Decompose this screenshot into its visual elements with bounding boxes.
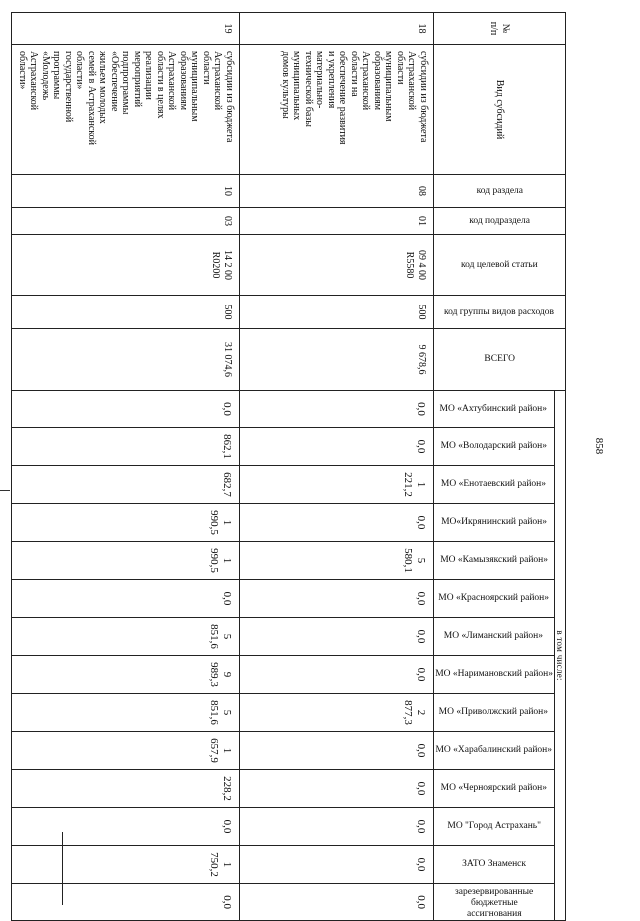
row-value: 0,0 (239, 732, 433, 770)
row-value: 2 877,3 (239, 694, 433, 732)
header-gruppa: код группы видов расходов (433, 296, 565, 329)
page-number: 858 (593, 437, 605, 455)
row-tselevaya: 09 4 00 R5580 (239, 235, 433, 296)
row-num: 18 (239, 13, 433, 45)
row-name: субсидии из бюджета Астраханской области муниципальным образованиям Астраханской области в целях реализации мероприятий подпрограммы «Обеспечение жильем молодых семей в Астраханской области» государственной программы «Молодежь Астраханской области» (12, 45, 240, 175)
row-value: 0,0 (239, 808, 433, 846)
row-value: 1 657,9 (12, 732, 240, 770)
row-value: 0,0 (12, 808, 240, 846)
header-mo-9: МО «Харабалинский район» (433, 732, 554, 770)
row-value: 0,0 (12, 580, 240, 618)
header-mo-11: МО "Город Астрахань" (433, 808, 554, 846)
row-value: 0,0 (239, 884, 433, 921)
row-name: субсидии из бюджета Астраханской области муниципальным образованиям Астраханской области на обеспечение развития и укрепления материально- технической базы муниципальных домов культуры (239, 45, 433, 175)
row-value: 0,0 (239, 618, 433, 656)
row-value: 0,0 (12, 884, 240, 921)
row-podrazdel: 03 (12, 208, 240, 235)
row-value: 0,0 (239, 846, 433, 884)
row-value: 0,0 (239, 428, 433, 466)
row-tselevaya: 14 2 00 R0200 (12, 235, 240, 296)
row-value: 228,2 (12, 770, 240, 808)
row-value: 1 750,2 (12, 846, 240, 884)
header-row-top (554, 13, 565, 921)
header-vsego: ВСЕГО (433, 329, 565, 391)
row-vsego: 31 074,6 (12, 329, 240, 391)
row-gruppa: 500 (12, 296, 240, 329)
header-mo-8: МО «Приволжский район» (433, 694, 554, 732)
subsidy-table-container (16, 12, 566, 919)
row-value: 682,7 (12, 466, 240, 504)
row-value: 0,0 (239, 580, 433, 618)
row-razdel: 08 (239, 175, 433, 208)
header-mo-12: ЗАТО Знаменск (433, 846, 554, 884)
row-value: 1 221,2 (239, 466, 433, 504)
rotated-page (16, 12, 566, 919)
header-mo-7: МО «Наримановский район» (433, 656, 554, 694)
header-mo-0: МО «Ахтубинский район» (433, 391, 554, 428)
row-value: 9 989,3 (12, 656, 240, 694)
header-mo-6: МО «Лиманский район» (433, 618, 554, 656)
row-value: 0,0 (12, 391, 240, 428)
header-podrazdel: код подраздела (433, 208, 565, 235)
row-value: 5 851,6 (12, 694, 240, 732)
row-vsego: 9 678,6 (239, 329, 433, 391)
table-row (239, 13, 433, 921)
header-name: Вид субсидий (433, 45, 565, 175)
row-value: 0,0 (239, 391, 433, 428)
fold-mark (0, 490, 10, 491)
header-v-tom-chisle: в том числе: (554, 391, 565, 921)
header-mo-4: МО «Камызякский район» (433, 542, 554, 580)
header-mo-5: МО «Красноярский район» (433, 580, 554, 618)
subsidy-table (11, 12, 566, 921)
header-mo-10: МО «Черноярский район» (433, 770, 554, 808)
row-num: 19 (12, 13, 240, 45)
header-mo-1: МО «Володарский район» (433, 428, 554, 466)
row-razdel: 10 (12, 175, 240, 208)
row-value: 5 851,6 (12, 618, 240, 656)
header-razdel: код раздела (433, 175, 565, 208)
header-mo-3: МО«Икрянинский район» (433, 504, 554, 542)
row-value: 862,1 (12, 428, 240, 466)
row-value: 1 990,5 (12, 542, 240, 580)
header-num: № п/п (433, 13, 565, 45)
header-mo-2: МО «Енотаевский район» (433, 466, 554, 504)
row-value: 1 990,5 (12, 504, 240, 542)
row-value: 5 580,1 (239, 542, 433, 580)
header-mo-13: зарезервированные бюджетные ассигнования (433, 884, 554, 921)
row-podrazdel: 01 (239, 208, 433, 235)
row-value: 0,0 (239, 770, 433, 808)
row-value: 0,0 (239, 504, 433, 542)
table-row (12, 13, 240, 921)
row-gruppa: 500 (239, 296, 433, 329)
row-value: 0,0 (239, 656, 433, 694)
header-tselevaya: код целевой статьи (433, 235, 565, 296)
